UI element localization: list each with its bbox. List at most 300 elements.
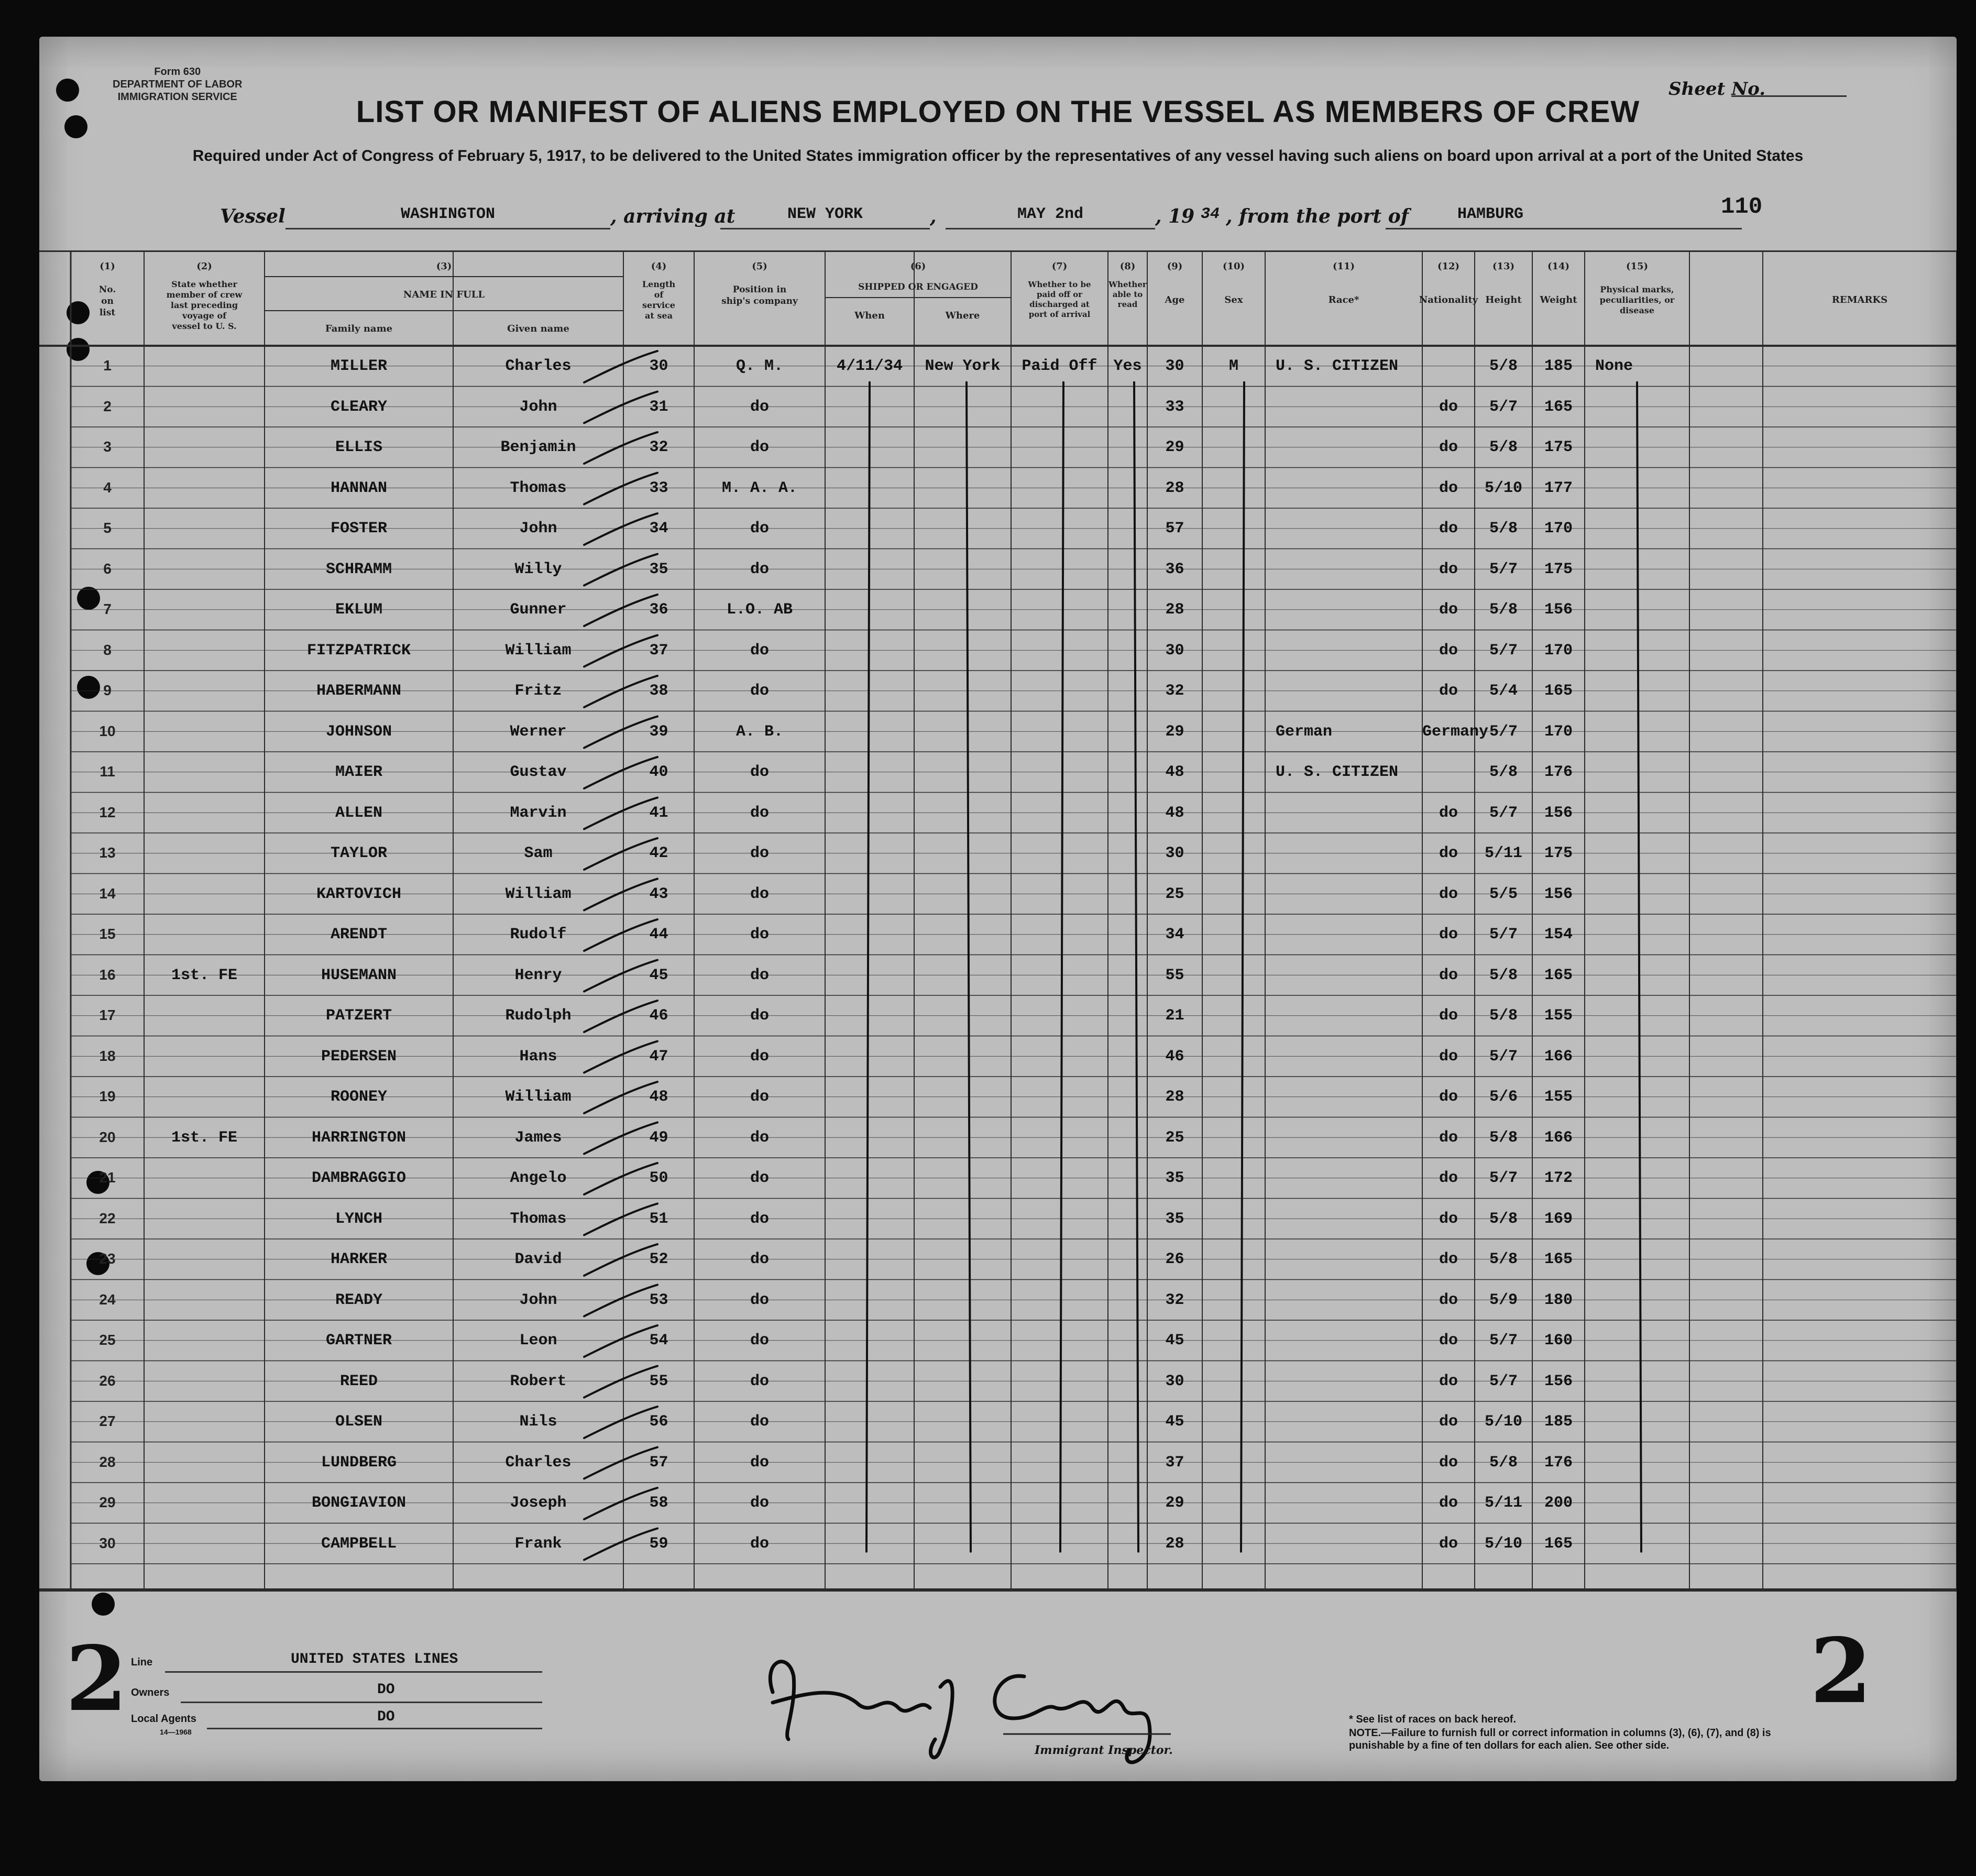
cell-height: 5/10 xyxy=(1484,479,1522,497)
manifest-rows xyxy=(39,250,1957,1607)
cell-no: 8 xyxy=(103,641,112,658)
sheet-no-label: Sheet No. xyxy=(1668,79,1766,100)
header-able-to-read: Whether xyxy=(1108,280,1147,289)
cell-position: do xyxy=(750,398,769,416)
cell-service: 44 xyxy=(649,926,668,944)
cell-family: TAYLOR xyxy=(330,844,388,862)
cell-height: 5/7 xyxy=(1489,1047,1518,1066)
cell-age: 48 xyxy=(1165,763,1184,781)
cell-height: 5/8 xyxy=(1489,601,1518,619)
cell-service: 42 xyxy=(649,844,668,862)
cell-service: 37 xyxy=(649,641,668,660)
cell-height: 5/8 xyxy=(1489,1210,1518,1228)
cell-height: 5/7 xyxy=(1489,804,1518,822)
cell-service: 51 xyxy=(649,1210,668,1228)
header-able-to-read: read xyxy=(1117,300,1138,309)
cell-given: Fritz xyxy=(514,682,562,700)
cell-given: Joseph xyxy=(510,1494,567,1512)
cell-service: 40 xyxy=(649,763,668,781)
cell-service: 57 xyxy=(649,1453,668,1472)
cell-family: FOSTER xyxy=(330,520,388,537)
cell-height: 5/7 xyxy=(1489,641,1518,660)
cell-family: HARRINGTON xyxy=(311,1128,407,1147)
cell-position: do xyxy=(750,804,769,822)
header-sex: Sex xyxy=(1224,294,1243,305)
cell-family: ALLEN xyxy=(335,804,382,822)
column-number: (11) xyxy=(1332,261,1355,272)
cell-position: do xyxy=(750,1413,769,1431)
arrival-year: 34 xyxy=(1200,205,1220,223)
from-port: HAMBURG xyxy=(1457,205,1524,223)
cell-weight: 165 xyxy=(1544,966,1573,984)
cell-given: Robert xyxy=(510,1372,567,1390)
header-length-service: at sea xyxy=(645,311,673,321)
arriving-label: , arriving at xyxy=(610,205,735,227)
cell-age: 33 xyxy=(1165,398,1184,416)
cell-position: Q. M. xyxy=(735,357,783,375)
cell-service: 48 xyxy=(649,1088,668,1106)
cell-given: William xyxy=(505,885,572,903)
cell-weight: 175 xyxy=(1544,844,1573,862)
cell-age: 55 xyxy=(1165,966,1184,984)
cell-no: 19 xyxy=(99,1088,116,1104)
cell-service: 34 xyxy=(649,520,668,537)
cell-weight: 170 xyxy=(1544,722,1573,741)
column-number: (12) xyxy=(1437,261,1460,272)
column-number: (9) xyxy=(1167,261,1183,272)
arriving-at: NEW YORK xyxy=(787,205,863,223)
header-age: Age xyxy=(1165,294,1185,305)
cell-no: 23 xyxy=(99,1250,116,1267)
header-given-name: Given name xyxy=(507,323,569,334)
cell-height: 5/7 xyxy=(1489,1169,1518,1187)
cell-weight: 175 xyxy=(1544,438,1573,456)
cell-service: 32 xyxy=(649,438,668,456)
cell-age: 32 xyxy=(1165,1291,1184,1309)
cell-family: KARTOVICH xyxy=(316,885,402,903)
cell-height: 5/7 xyxy=(1489,1372,1518,1390)
cell-family: READY xyxy=(335,1291,382,1309)
cell-height: 5/10 xyxy=(1484,1534,1522,1553)
arrival-date: MAY 2nd xyxy=(1017,205,1084,223)
header-nationality: Nationality xyxy=(1419,294,1478,305)
cell-height: 5/11 xyxy=(1484,844,1522,862)
cell-race: U. S. CITIZEN xyxy=(1276,763,1399,781)
cell-nationality: do xyxy=(1439,1494,1458,1512)
cell-nationality: do xyxy=(1439,601,1458,619)
cell-age: 29 xyxy=(1165,722,1184,741)
column-number: (15) xyxy=(1626,261,1649,272)
cell-age: 25 xyxy=(1165,885,1184,903)
header-prev-voyage: voyage of xyxy=(182,311,227,321)
cell-service: 45 xyxy=(649,966,668,984)
cell-no: 20 xyxy=(99,1128,116,1145)
cell-family: BONGIAVION xyxy=(311,1494,407,1512)
cell-family: ELLIS xyxy=(335,438,382,456)
cell-position: do xyxy=(750,1372,769,1390)
form-code: 14—1968 xyxy=(160,1728,192,1736)
cell-given: Angelo xyxy=(510,1169,567,1187)
cell-height: 5/4 xyxy=(1489,682,1518,700)
cell-service: 35 xyxy=(649,560,668,578)
cell-race: German xyxy=(1276,722,1333,741)
cell-given: Willy xyxy=(514,560,562,578)
cell-given: John xyxy=(519,1291,557,1309)
cell-no: 5 xyxy=(103,520,112,536)
cell-given: Leon xyxy=(519,1332,557,1350)
cell-height: 5/5 xyxy=(1489,885,1518,903)
cell-paid: Paid Off xyxy=(1022,357,1097,375)
cell-nationality: do xyxy=(1439,1169,1458,1187)
cell-given: Marvin xyxy=(510,804,567,822)
cell-no: 4 xyxy=(103,479,112,496)
cell-service: 33 xyxy=(649,479,668,497)
cell-sex: M xyxy=(1228,357,1238,375)
cell-age: 28 xyxy=(1165,479,1184,497)
inspector-caption: Immigrant Inspector. xyxy=(1035,1743,1173,1757)
cell-nationality: do xyxy=(1439,1332,1458,1350)
cell-given: Benjamin xyxy=(500,438,576,456)
header-prev-voyage: vessel to U. S. xyxy=(172,321,237,331)
cell-weight: 200 xyxy=(1544,1494,1573,1512)
header-where: Where xyxy=(945,310,980,321)
cell-given: Charles xyxy=(505,1453,572,1472)
cell-family: PEDERSEN xyxy=(321,1047,397,1066)
cell-age: 32 xyxy=(1165,682,1184,700)
header-prev-voyage: last preceding xyxy=(170,300,238,310)
line-label: Line xyxy=(131,1656,153,1668)
header-length-service: of xyxy=(654,290,664,300)
header-paid-off: Whether to be xyxy=(1028,280,1091,289)
cell-age: 30 xyxy=(1165,357,1184,375)
vessel-name: WASHINGTON xyxy=(400,205,496,223)
cell-weight: 185 xyxy=(1544,357,1573,375)
cell-given: John xyxy=(519,520,557,537)
cell-position: A. B. xyxy=(735,722,783,741)
cell-age: 30 xyxy=(1165,1372,1184,1390)
column-number: (1) xyxy=(100,261,115,272)
cell-position: do xyxy=(750,682,769,700)
cell-height: 5/8 xyxy=(1489,1453,1518,1472)
cell-height: 5/7 xyxy=(1489,1332,1518,1350)
cell-family: MAIER xyxy=(335,763,382,781)
column-number: (6) xyxy=(910,261,926,272)
cell-nationality: do xyxy=(1439,438,1458,456)
cell-position: do xyxy=(750,1332,769,1350)
cell-family: HANNAN xyxy=(330,479,388,497)
cell-position: do xyxy=(750,1047,769,1066)
header-position: Position in xyxy=(732,284,787,295)
cell-age: 57 xyxy=(1165,520,1184,537)
cell-nationality: do xyxy=(1439,1372,1458,1390)
cell-family: LYNCH xyxy=(335,1210,382,1228)
cell-service: 50 xyxy=(649,1169,668,1187)
cell-given: Henry xyxy=(514,966,562,984)
cell-service: 53 xyxy=(649,1291,668,1309)
cell-height: 5/7 xyxy=(1489,722,1518,741)
line-value: UNITED STATES LINES xyxy=(291,1651,458,1667)
header-when: When xyxy=(854,310,885,321)
cell-family: ARENDT xyxy=(330,926,388,944)
cell-marks: None xyxy=(1595,357,1633,375)
cell-prev: 1st. FE xyxy=(171,966,238,984)
column-number: (7) xyxy=(1051,261,1068,272)
vessel-underline xyxy=(286,228,610,229)
cell-given: Charles xyxy=(505,357,572,375)
note-races: * See list of races on back hereof. xyxy=(1349,1714,1517,1725)
cell-height: 5/6 xyxy=(1489,1088,1518,1106)
cell-family: CLEARY xyxy=(330,398,388,416)
cell-age: 30 xyxy=(1165,844,1184,862)
cell-service: 46 xyxy=(649,1007,668,1025)
cell-position: M. A. A. xyxy=(721,479,798,497)
cell-height: 5/8 xyxy=(1489,1250,1518,1268)
cell-position: do xyxy=(750,1453,769,1472)
cell-weight: 170 xyxy=(1544,520,1573,537)
cell-height: 5/9 xyxy=(1489,1291,1518,1309)
cell-height: 5/10 xyxy=(1484,1413,1522,1431)
cell-given: Gustav xyxy=(510,763,567,781)
cell-age: 35 xyxy=(1165,1210,1184,1228)
cell-nationality: do xyxy=(1439,1007,1458,1025)
cell-given: John xyxy=(519,398,557,416)
cell-service: 58 xyxy=(649,1494,668,1512)
cell-no: 1 xyxy=(103,357,112,374)
cell-nationality: do xyxy=(1439,520,1458,537)
cell-service: 38 xyxy=(649,682,668,700)
cell-nationality: do xyxy=(1439,560,1458,578)
header-paid-off: paid off or xyxy=(1036,290,1083,299)
cell-service: 41 xyxy=(649,804,668,822)
cell-family: CAMPBELL xyxy=(321,1534,397,1553)
cell-nationality: do xyxy=(1439,682,1458,700)
cell-no: 15 xyxy=(99,926,116,942)
cell-age: 21 xyxy=(1165,1007,1184,1025)
cell-nationality: do xyxy=(1439,1250,1458,1268)
from-underline xyxy=(1386,228,1742,229)
header-no-on-list: on xyxy=(101,296,114,306)
cell-height: 5/7 xyxy=(1489,398,1518,416)
cell-service: 31 xyxy=(649,398,668,416)
cell-family: MILLER xyxy=(330,357,388,375)
header-prev-voyage: State whether xyxy=(171,279,237,289)
cell-position: do xyxy=(750,1210,769,1228)
cell-family: DAMBRAGGIO xyxy=(311,1169,407,1187)
cell-weight: 180 xyxy=(1544,1291,1573,1309)
cell-height: 5/11 xyxy=(1484,1494,1522,1512)
form-service: IMMIGRATION SERVICE xyxy=(117,91,237,103)
cell-prev: 1st. FE xyxy=(171,1128,238,1147)
cell-given: Werner xyxy=(510,722,567,741)
form-department: DEPARTMENT OF LABOR xyxy=(113,79,243,90)
cell-given: James xyxy=(514,1128,562,1147)
cell-family: JOHNSON xyxy=(325,722,392,741)
cell-service: 56 xyxy=(649,1413,668,1431)
cell-position: do xyxy=(750,1494,769,1512)
cell-no: 10 xyxy=(99,722,116,739)
cell-when: 4/11/34 xyxy=(836,357,903,375)
cell-family: HARKER xyxy=(330,1250,388,1268)
header-prev-voyage: member of crew xyxy=(166,290,243,300)
cell-given: Thomas xyxy=(510,1210,567,1228)
cell-race: U. S. CITIZEN xyxy=(1276,357,1399,375)
cell-given: Rudolf xyxy=(510,926,567,944)
cell-no: 29 xyxy=(99,1494,116,1510)
cell-no: 27 xyxy=(99,1413,116,1429)
cell-service: 36 xyxy=(649,601,668,619)
cell-weight: 155 xyxy=(1544,1088,1573,1106)
column-number: (8) xyxy=(1119,261,1136,272)
vessel-label: Vessel xyxy=(220,205,286,227)
cell-family: EKLUM xyxy=(335,601,382,619)
cell-age: 29 xyxy=(1165,438,1184,456)
cell-service: 39 xyxy=(649,722,668,741)
cell-read: Yes xyxy=(1113,357,1142,375)
cell-age: 35 xyxy=(1165,1169,1184,1187)
cell-position: do xyxy=(750,641,769,660)
cell-position: do xyxy=(750,885,769,903)
cell-position: do xyxy=(750,1534,769,1553)
cell-given: William xyxy=(505,1088,572,1106)
agents-label: Local Agents xyxy=(131,1713,196,1725)
cell-nationality: do xyxy=(1439,479,1458,497)
column-number: (10) xyxy=(1222,261,1245,272)
cell-height: 5/8 xyxy=(1489,1007,1518,1025)
header-remarks: REMARKS xyxy=(1831,294,1888,305)
cell-nationality: do xyxy=(1439,1047,1458,1066)
cell-position: do xyxy=(750,520,769,537)
cell-nationality: do xyxy=(1439,1210,1458,1228)
cell-service: 54 xyxy=(649,1332,668,1350)
cell-weight: 160 xyxy=(1544,1332,1573,1350)
cell-weight: 156 xyxy=(1544,804,1573,822)
cell-weight: 185 xyxy=(1544,1413,1573,1431)
cell-weight: 175 xyxy=(1544,560,1573,578)
owners-label: Owners xyxy=(131,1687,170,1698)
cell-no: 12 xyxy=(99,804,116,820)
cell-height: 5/7 xyxy=(1489,926,1518,944)
cell-no: 13 xyxy=(99,844,116,861)
header-physical-marks: disease xyxy=(1619,305,1655,315)
cell-service: 47 xyxy=(649,1047,668,1066)
cell-position: do xyxy=(750,844,769,862)
cell-no: 16 xyxy=(99,966,116,983)
cell-nationality: do xyxy=(1439,885,1458,903)
cell-position: do xyxy=(750,1250,769,1268)
cell-service: 30 xyxy=(649,357,668,375)
cell-weight: 169 xyxy=(1544,1210,1573,1228)
cell-weight: 165 xyxy=(1544,682,1573,700)
cell-service: 52 xyxy=(649,1250,668,1268)
header-able-to-read: able to xyxy=(1112,290,1143,299)
cell-nationality: do xyxy=(1439,804,1458,822)
cell-age: 46 xyxy=(1165,1047,1184,1066)
cell-given: Rudolph xyxy=(505,1007,572,1025)
cell-no: 17 xyxy=(99,1007,116,1023)
cell-family: OLSEN xyxy=(335,1413,382,1431)
cell-given: William xyxy=(505,641,572,660)
cell-given: Hans xyxy=(519,1047,557,1066)
cell-no: 2 xyxy=(103,398,112,414)
cell-age: 36 xyxy=(1165,560,1184,578)
cell-family: LUNDBERG xyxy=(321,1453,397,1472)
cell-nationality: do xyxy=(1439,398,1458,416)
cell-weight: 156 xyxy=(1544,601,1573,619)
column-number: (2) xyxy=(196,261,212,272)
note-fine: NOTE.—Failure to furnish full or correct information in columns (3), (6), (7), and (8) is punishable by a fine of ten dollars for each alien. See other side. xyxy=(1349,1727,1771,1751)
cell-service: 49 xyxy=(649,1128,668,1147)
cell-no: 14 xyxy=(99,885,116,902)
cell-height: 5/8 xyxy=(1489,763,1518,781)
cell-weight: 176 xyxy=(1544,763,1573,781)
header-paid-off: discharged at xyxy=(1029,300,1090,309)
cell-weight: 170 xyxy=(1544,641,1573,660)
cell-no: 3 xyxy=(103,438,112,455)
cell-age: 45 xyxy=(1165,1413,1184,1431)
cell-position: do xyxy=(750,560,769,578)
cell-nationality: do xyxy=(1439,1453,1458,1472)
column-number: (14) xyxy=(1547,261,1570,272)
column-number: (4) xyxy=(651,261,667,272)
header-no-on-list: No. xyxy=(98,284,116,295)
cell-given: David xyxy=(514,1250,562,1268)
cell-height: 5/8 xyxy=(1489,520,1518,537)
header-length-service: service xyxy=(642,300,675,310)
from-label: , from the port of xyxy=(1226,205,1409,227)
cell-where: New York xyxy=(925,357,1001,375)
header-length-service: Length xyxy=(642,279,676,289)
header-physical-marks: Physical marks, xyxy=(1600,284,1674,294)
sheet-number: 110 xyxy=(1721,194,1763,220)
cell-no: 26 xyxy=(99,1372,116,1389)
cell-position: do xyxy=(750,1007,769,1025)
cell-position: do xyxy=(750,966,769,984)
agents-value: DO xyxy=(377,1709,395,1725)
cell-given: Nils xyxy=(519,1413,557,1431)
cell-given: Frank xyxy=(514,1534,562,1553)
cell-weight: 166 xyxy=(1544,1047,1573,1066)
cell-no: 6 xyxy=(103,560,112,577)
cell-age: 28 xyxy=(1165,601,1184,619)
cell-family: SCHRAMM xyxy=(325,560,392,578)
arriving-underline xyxy=(720,228,930,229)
cell-weight: 172 xyxy=(1544,1169,1573,1187)
header-name-in-full: NAME IN FULL xyxy=(403,289,485,300)
cell-no: 7 xyxy=(103,601,112,617)
cell-nationality: do xyxy=(1439,641,1458,660)
cell-age: 28 xyxy=(1165,1534,1184,1553)
cell-age: 30 xyxy=(1165,641,1184,660)
cell-position: do xyxy=(750,1169,769,1187)
page-mark-right: 2 xyxy=(1810,1619,1872,1724)
cell-no: 11 xyxy=(100,763,115,780)
column-number: (13) xyxy=(1492,261,1515,272)
cell-nationality: do xyxy=(1439,1534,1458,1553)
cell-family: HUSEMANN xyxy=(321,966,397,984)
cell-age: 48 xyxy=(1165,804,1184,822)
cell-nationality: do xyxy=(1439,966,1458,984)
page-mark-left: 2 xyxy=(65,1627,128,1731)
cell-given: Gunner xyxy=(510,601,567,619)
cell-no: 24 xyxy=(99,1291,116,1308)
header-weight: Weight xyxy=(1540,294,1577,305)
date-underline xyxy=(946,228,1155,229)
cell-family: GARTNER xyxy=(325,1332,392,1350)
cell-height: 5/7 xyxy=(1489,560,1518,578)
cell-position: do xyxy=(750,926,769,944)
header-paid-off: port of arrival xyxy=(1028,310,1091,319)
cell-weight: 176 xyxy=(1544,1453,1573,1472)
